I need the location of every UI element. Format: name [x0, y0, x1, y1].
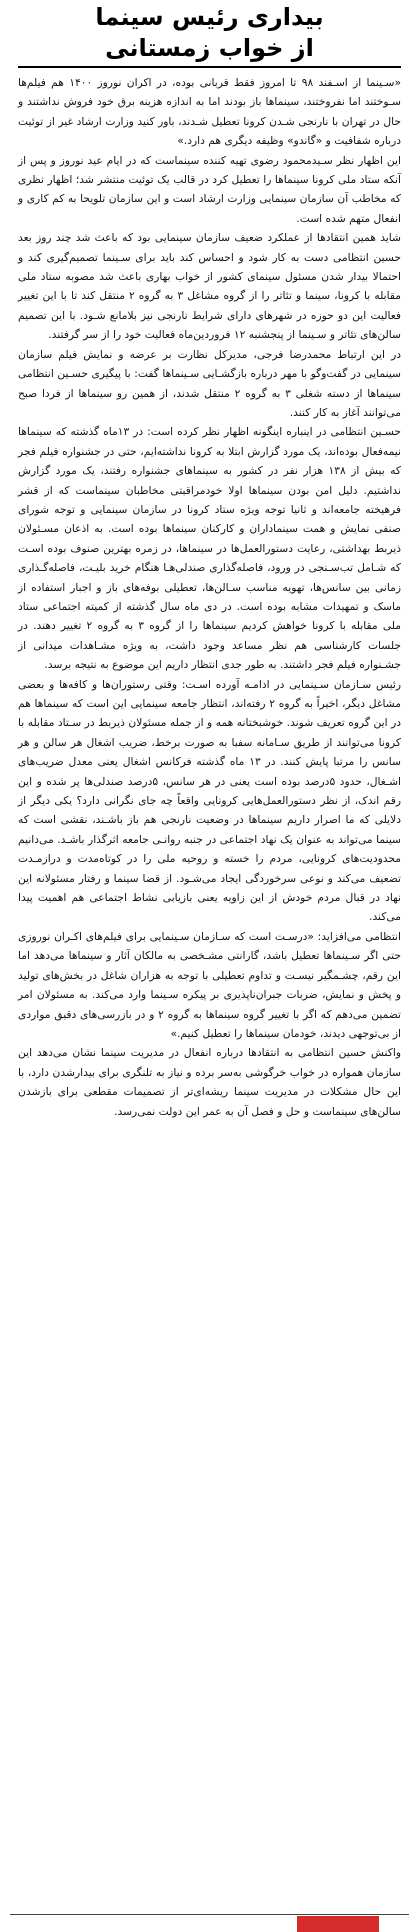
article-paragraph: این اظهار نظر سـیدمحمود رضوی تهیه کننده سینماست که در ایام عید نوروز و پس از آنکه ستاد ملی کرونا سینماها را تعطیل کرد در قالب یک توئیت منتشر شد؛ اظهار نظری که مخاطب آن سازمان سینمایی وزارت ارشاد است و این سازمان تلویحا به کم کاری و انفعال متهم شده است.: [18, 153, 401, 225]
article-paragraph: شاید همین انتقادها از عملکرد ضعیف سازمان سینمایی بود که باعث شد چند روز بعد حسین انتظامی دست به کار شود و احساس کند باید برای سـینما تصمیم‌گیری کند و احتمالا بیدار شدن مسئول سینمای کشور از خواب بهاری باعث شد مصوبه ستاد ملی مقابله با کرونا، سینما و تئاتر را از گروه مشاغل ۳ به گروه ۲ منتقل کند تا با این تغییر فعالیت این دو حوزه در شهرهای دارای شرایط نارنجی نیز بلامانع شـود. با این تصمیم سالن‌های تئاتر و سـینما از پنجشنبه ۱۲ فروردین‌ماه فعالیت خود را از سر گرفتند.: [18, 231, 401, 342]
section-color-tab: [297, 1916, 379, 1932]
article-paragraph: رئیس سـازمان سـینمایی در ادامـه آورده اسـت: وقتی رستوران‌ها و کافه‌ها و بعضی مشاغل دیگر، اخیراً به گروه ۲ رفته‌اند، انتظار جامعه سینمایی این است که سینماها هم در این گروه تعریف شوند. خوشبختانه همه و از جمله مسئولان ذیربط در سـتاد مقابله با کرونا می‌توانند از طریق سـامانه سفبا به صورت برخط، ضریب اشغال هر سالن و هر سانس را مرتبا پایش کنند. در ۱۳ ماه گذشته فرکانس اشغال یعنی معدل ضریب‌های اشـغال، حدود ۵درصد بوده است یعنی در هر سانس، ۵درصد صندلی‌ها پر شده و این رقم اندک، از نظر دستورالعمل‌هایی کرونایی واقعاً چه جای نگرانی دارد؟ یکی دیگر از دلایلی که ما اصرار داریم سینماها در وضعیت نارنجی هم باز باشـند، نقشی است که سینما می‌تواند به عنوان یک نهاد اجتماعی در جنبه روانـی جامعه اثرگذار باشـد. می‌دانیم محدودیت‌های کرونایی، مردم را خسته و روحیه ملی را در کوتاه‌مدت و درازمـدت تضعیف می‌کند و نوعی سرخوردگی ایجاد می‌شـود. از قضا سینما و رفتار مسئولانه این نهاد در قبال مردم خودش از این زاویه یعنی بازیابی نشاط اجتماعی هم اهمیت پیدا می‌کند.: [18, 677, 401, 924]
article-body: [18, 73, 401, 1121]
page-bottom-rule: [10, 1914, 409, 1915]
headline-divider: [18, 66, 401, 68]
article-paragraph: واکنش حسین انتظامی به انتقادها درباره انفعال در مدیریت سینما نشان می‌دهد این سازمان همواره در خواب خرگوشی به‌سر برده و نیاز به تلنگری برای بیدارشدن دارد، با این حال مشکلات در مدیریت سینما ریشه‌ای‌تر از تصمیمات مقطعی برای بازشدن سالن‌های سینماست و حل و فصل آن به عمر این دولت نمی‌رسد.: [18, 1046, 401, 1118]
article-paragraph: حسـین انتظامی در اینباره اینگونه اظهار نظر کرده است: در ۱۳ماه گذشته که سینماها نیمه‌فعال بوده‌اند، یک مورد گزارش ابتلا به کرونا نداشته‌ایم، حتی در جشنواره فیلم فجر که بیش از ۱۳۸ هزار نفر در کشور به سینماهای جشنواره رفتند، یک مورد گزارش نداشتیم. دلیل امن بودن سینماها اولا خودمراقبتی مخاطبان سینماست که از قشر فرهیخته جامعه‌اند و ثانیا توجه ویژه ستاد کرونا در سازمان سینمایی و توجه شورای صنفی نمایش و همت سینماداران و کارکنان سینماها بوده است. به اذعان مسـئولان ذیربط بهداشتی، رعایت دستورالعمل‌ها در سینماها، در زمره بهترین صنوف بوده اسـت که شـامل تب‌سـنجی در ورود، فاصله‌گذاری صندلی‌هـا هنگام خرید بلیـت، فاصله‌گـذاری زمانی بین سانس‌ها، تهویه مناسب سـالن‌ها، تعطیلی بوفه‌های باز و اجبار استفاده از ماسک و تمهیدات مشابه بوده است. در دی ماه سال گذشته از کمیته اجتماعی ستاد ملی مقابله با کرونا خواهش کردیم سینماها را از گروه ۳ به گروه ۲ تغییر دهند. در جلسات کارشناسی هم نظر مساعد وجود داشت، به ویژه مشـاهدات میدانی از جشـنواره فیلم فجر داشتند. به طور جدی انتظار داریم این موضوع به نتیجه برسد.: [18, 425, 402, 672]
article-headline: [18, 0, 401, 64]
headline-line-2: از خواب زمستانی: [105, 34, 314, 62]
article-paragraph: انتظامی می‌افزاید: «درسـت است که سـازمان سـینمایی برای فیلم‌های اکـران نوروزی حتی اگر سـینماها تعطیل باشد، گارانتی مشـخصی به مالکان آثار و سینماها می‌دهد اما این رقم، چشـمگیر نیسـت و تداوم تعطیلی با توجه به هزاران شاغل در بخش‌های تولید و پخش و نمایش، ضربات جبران‌ناپذیری بر پیکره سـینما وارد می‌کند. به مسئولان امر تضمین می‌دهم که اگر با تغییر گروه سینماها به گروه ۲ و در بازرسی‌های دقیق مواردی از بی‌توجهی دیدند، خودمان سینماها را تعطیل کنیم.»: [18, 929, 402, 1040]
headline-line-1: بیداری رئیس سینما: [95, 3, 324, 31]
article-paragraph: در این ارتباط محمدرضا فرجی، مدیرکل نظارت بر عرضه و نمایش فیلم سازمان سینمایی در گفت‌وگو با مهر درباره بازگشـایی سـینماها گفت: با پیگیری حسـین انتظامی سینماها از دسته شغلی ۳ به گروه ۲ منتقل شدند، از همین رو سینماها از فردا صبح می‌توانند آغاز به کار کنند.: [18, 347, 401, 419]
article-paragraph: «سـینما از اسـفند ۹۸ تا امروز فقط قربانی بوده، در اکران نوروز ۱۴۰۰ هم فیلم‌ها سـوختند اما نفروختند، سینماها باز بودند اما به اندازه هزینه برق خود فروش نداشتند و حال در تهران با نارنجی شـدن کرونا تعطیل شـدند، باور کنید وزارت ارشاد غیر از توئیت درباره شفافیت و «گاندو» وظیفه دیگری هم دارد.»: [18, 76, 401, 148]
